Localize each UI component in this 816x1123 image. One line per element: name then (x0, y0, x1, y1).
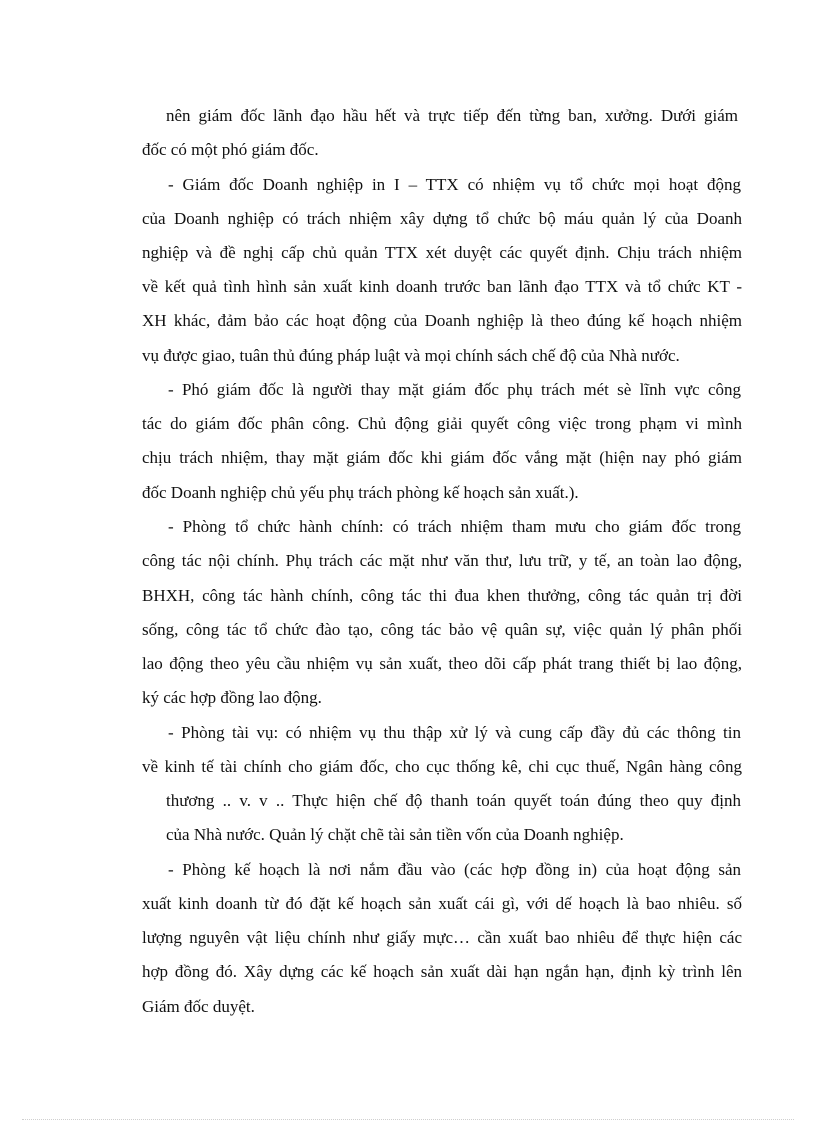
text-line: công tác nội chính. Phụ trách các mặt như văn thư, lưu trữ, y tế, an toàn lao động, (142, 551, 742, 570)
text-line: - Giám đốc Doanh nghiệp in I – TTX có nhiệm vụ tổ chức mọi hoạt động (168, 175, 741, 194)
text-line: - Phòng tài vụ: có nhiệm vụ thu thập xử lý và cung cấp đầy đủ các thông tin (168, 723, 741, 742)
text-line: ký các hợp đồng lao động. (142, 688, 322, 707)
text-line: nên giám đốc lãnh đạo hầu hết và trực tiếp đến từng ban, xưởng. Dưới giám (166, 106, 738, 125)
text-line: sống, công tác tổ chức đào tạo, công tác bảo vệ quân sự, việc quản lý phân phối (142, 620, 742, 639)
text-line: của Nhà nước. Quản lý chặt chẽ tài sản tiền vốn của Doanh nghiệp. (166, 825, 624, 844)
text-line: của Doanh nghiệp có trách nhiệm xây dựng tổ chức bộ máu quản lý của Doanh (142, 209, 742, 228)
text-line: thương .. v. v .. Thực hiện chế độ thanh toán quyết toán đúng theo quy định (166, 791, 741, 810)
text-line: lượng nguyên vật liệu chính như giấy mực… cần xuất bao nhiêu để thực hiện các (142, 928, 742, 947)
page-bottom-divider (22, 1119, 794, 1120)
text-line: lao động theo yêu cầu nhiệm vụ sản xuất, theo dõi cấp phát trang thiết bị lao động, (142, 654, 742, 673)
text-line: hợp đồng đó. Xây dựng các kế hoạch sản xuất dài hạn ngắn hạn, định kỳ trình lên (142, 962, 742, 981)
text-line: - Phòng kế hoạch là nơi nắm đầu vào (các hợp đồng in) của hoạt động sản (168, 860, 741, 879)
text-line: đốc Doanh nghiệp chủ yếu phụ trách phòng kế hoạch sản xuất.). (142, 483, 579, 502)
text-line: BHXH, công tác hành chính, công tác thi đua khen thưởng, công tác quản trị đời (142, 586, 742, 605)
text-line: - Phó giám đốc là người thay mặt giám đốc phụ trách mét sè lĩnh vực công (168, 380, 741, 399)
text-line: về kinh tế tài chính cho giám đốc, cho cục thống kê, chi cục thuế, Ngân hàng công (142, 757, 742, 776)
text-line: XH khác, đảm bảo các hoạt động của Doanh nghiệp là theo đúng kế hoạch nhiệm (142, 311, 742, 330)
text-line: tác do giám đốc phân công. Chủ động giải quyết công việc trong phạm vi mình (142, 414, 742, 433)
text-line: - Phòng tổ chức hành chính: có trách nhiệm tham mưu cho giám đốc trong (168, 517, 741, 536)
text-line: đốc có một phó giám đốc. (142, 140, 319, 159)
text-line: Giám đốc duyệt. (142, 997, 255, 1016)
text-line: nghiệp và đề nghị cấp chủ quản TTX xét duyệt các quyết định. Chịu trách nhiệm (142, 243, 742, 262)
text-line: vụ được giao, tuân thủ đúng pháp luật và mọi chính sách chế độ của Nhà nước. (142, 346, 680, 365)
text-line: về kết quả tình hình sản xuất kinh doanh trước ban lãnh đạo TTX và tổ chức KT - (142, 277, 742, 296)
text-line: chịu trách nhiệm, thay mặt giám đốc khi giám đốc vắng mặt (hiện nay phó giám (142, 448, 742, 467)
text-line: xuất kinh doanh từ đó đặt kế hoạch sản xuất cái gì, với dế hoạch là bao nhiêu. số (142, 894, 742, 913)
